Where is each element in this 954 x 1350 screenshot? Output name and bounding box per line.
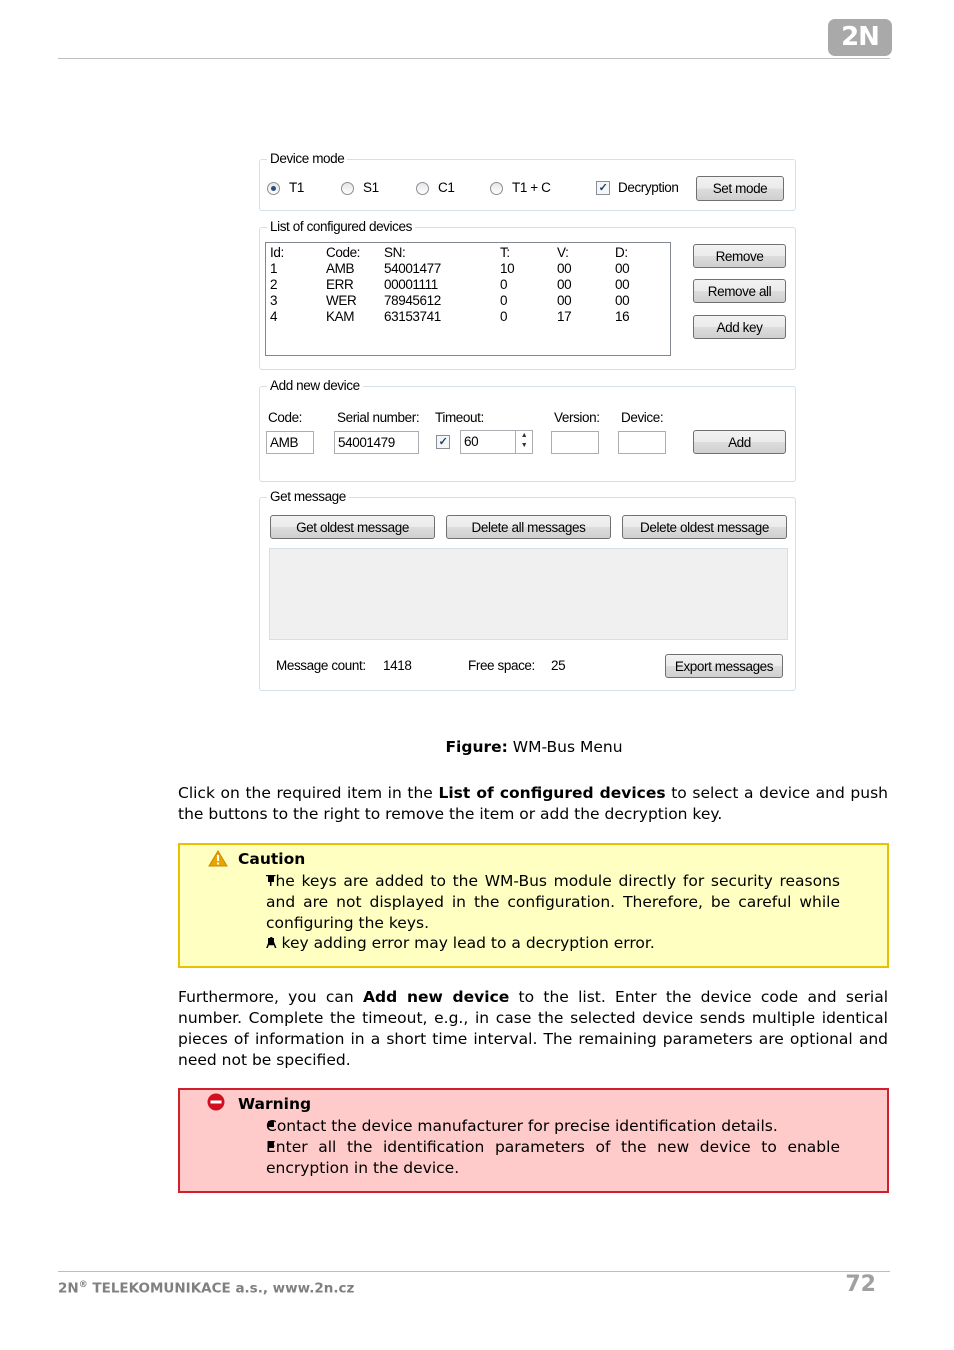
decryption-label: Decryption bbox=[618, 180, 679, 195]
col-code-header: Code: bbox=[326, 245, 361, 260]
row3-id[interactable]: 3 bbox=[270, 293, 278, 308]
figure-caption bbox=[0, 738, 954, 756]
para1-bold: List of configured devices bbox=[438, 784, 666, 802]
radio-c1[interactable] bbox=[416, 182, 429, 195]
col-id-header: Id: bbox=[270, 245, 284, 260]
row1-sn[interactable]: 54001477 bbox=[384, 261, 441, 276]
col-d-header: D: bbox=[615, 245, 628, 260]
configured-devices-list[interactable] bbox=[265, 242, 671, 356]
row1-t[interactable]: 10 bbox=[500, 261, 515, 276]
row4-code[interactable]: KAM bbox=[326, 309, 355, 324]
row4-v[interactable]: 17 bbox=[557, 309, 572, 324]
warning-item-1: Contact the device manufacturer for precise identification details. bbox=[266, 1117, 778, 1135]
radio-t1-c-label: T1 + C bbox=[512, 180, 551, 195]
footer-text: TELEKOMUNIKACE a.s., www.2n.cz bbox=[87, 1280, 355, 1297]
warning-stop-icon bbox=[207, 1093, 225, 1111]
caution-box bbox=[178, 843, 889, 968]
caution-item-1: The keys are added to the WM-Bus module directly for security reasons and are not displayed in the configuration. Therefore, be careful while configuring the keys. bbox=[266, 872, 840, 932]
radio-s1[interactable] bbox=[341, 182, 354, 195]
radio-t1-c[interactable] bbox=[490, 182, 503, 195]
footer-divider bbox=[58, 1271, 890, 1272]
row4-id[interactable]: 4 bbox=[270, 309, 278, 324]
caption-text: WM-Bus Menu bbox=[507, 738, 623, 756]
message-count-value: 1418 bbox=[383, 658, 412, 673]
col-t-header: T: bbox=[500, 245, 510, 260]
timeout-spinner[interactable] bbox=[460, 430, 533, 454]
para1-text-start: Click on the required item in the bbox=[178, 784, 439, 802]
timeout-value: 60 bbox=[464, 434, 479, 449]
caption-prefix: Figure: bbox=[445, 738, 508, 756]
radio-c1-label: C1 bbox=[438, 180, 455, 195]
row2-code[interactable]: ERR bbox=[326, 277, 354, 292]
warning-box bbox=[178, 1088, 889, 1193]
row1-code[interactable]: AMB bbox=[326, 261, 355, 276]
device-label: Device: bbox=[621, 410, 664, 425]
para2-text-start: Furthermore, you can bbox=[178, 988, 364, 1006]
radio-t1-label: T1 bbox=[289, 180, 304, 195]
warning-item-2: Enter all the identification parameters of the new device to enable encryption in the device. bbox=[266, 1138, 840, 1177]
page-number: 72 bbox=[845, 1272, 876, 1297]
code-input[interactable]: AMB bbox=[266, 431, 314, 454]
serial-number-label: Serial number: bbox=[337, 410, 420, 425]
row3-code[interactable]: WER bbox=[326, 293, 357, 308]
message-display-area[interactable] bbox=[269, 548, 788, 640]
version-label: Version: bbox=[554, 410, 600, 425]
row2-t[interactable]: 0 bbox=[500, 277, 508, 292]
free-space-label: Free space: bbox=[468, 658, 535, 673]
timeout-checkbox[interactable]: ✓ bbox=[436, 435, 450, 449]
add-new-device-title: Add new device bbox=[267, 378, 363, 394]
row2-v[interactable]: 00 bbox=[557, 277, 572, 292]
footer-brand: 2N bbox=[58, 1280, 79, 1297]
radio-s1-label: S1 bbox=[363, 180, 379, 195]
device-input[interactable] bbox=[618, 431, 666, 454]
header-divider bbox=[58, 58, 890, 59]
decryption-checkbox[interactable]: ✓ bbox=[596, 181, 610, 195]
row4-d[interactable]: 16 bbox=[615, 309, 630, 324]
get-oldest-message-button[interactable]: Get oldest message bbox=[270, 515, 435, 539]
caution-triangle-icon bbox=[208, 850, 228, 867]
row1-d[interactable]: 00 bbox=[615, 261, 630, 276]
row3-t[interactable]: 0 bbox=[500, 293, 508, 308]
warning-title: Warning bbox=[238, 1095, 312, 1113]
para2-bold: Add new device bbox=[363, 988, 510, 1006]
row2-id[interactable]: 2 bbox=[270, 277, 278, 292]
row1-id[interactable]: 1 bbox=[270, 261, 278, 276]
add-key-button[interactable]: Add key bbox=[693, 315, 786, 339]
para1-text-end: to select a device and push the buttons to the right to remove the item or add the decryption key. bbox=[178, 784, 888, 823]
message-count-label: Message count: bbox=[276, 658, 366, 673]
row4-t[interactable]: 0 bbox=[500, 309, 508, 324]
row3-v[interactable]: 00 bbox=[557, 293, 572, 308]
caution-title: Caution bbox=[238, 850, 306, 868]
row2-d[interactable]: 00 bbox=[615, 277, 630, 292]
spin-up-icon[interactable]: ▲ bbox=[520, 432, 528, 439]
col-v-header: V: bbox=[557, 245, 569, 260]
radio-t1[interactable] bbox=[267, 182, 280, 195]
export-messages-button[interactable]: Export messages bbox=[665, 654, 783, 678]
delete-oldest-message-button[interactable]: Delete oldest message bbox=[622, 515, 787, 539]
footer-company bbox=[58, 1280, 354, 1297]
timeout-spin-buttons[interactable] bbox=[515, 431, 532, 453]
remove-button[interactable]: Remove bbox=[693, 244, 786, 268]
paragraph-configured-devices bbox=[178, 783, 888, 825]
2n-logo: 2N bbox=[828, 19, 892, 56]
row4-sn[interactable]: 63153741 bbox=[384, 309, 441, 324]
spin-down-icon[interactable]: ▼ bbox=[520, 442, 528, 449]
delete-all-messages-button[interactable]: Delete all messages bbox=[446, 515, 611, 539]
set-mode-button[interactable]: Set mode bbox=[696, 176, 784, 201]
configured-devices-title: List of configured devices bbox=[267, 219, 415, 235]
footer-registered-mark: ® bbox=[78, 1280, 88, 1290]
get-message-title: Get message bbox=[267, 489, 349, 505]
caution-item-2: A key adding error may lead to a decryption error. bbox=[266, 934, 655, 952]
serial-number-input[interactable]: 54001479 bbox=[334, 431, 419, 454]
row2-sn[interactable]: 00001111 bbox=[384, 277, 438, 292]
col-sn-header: SN: bbox=[384, 245, 406, 260]
para2-text-end: to the list. Enter the device code and serial number. Complete the timeout, e.g., in case the selected device sends multiple identical pieces of information in a short time interval. The remaining parameters are optional and need not be specified. bbox=[178, 988, 888, 1069]
remove-all-button[interactable]: Remove all bbox=[693, 279, 786, 303]
row1-v[interactable]: 00 bbox=[557, 261, 572, 276]
paragraph-add-new-device bbox=[178, 987, 888, 1071]
free-space-value: 25 bbox=[551, 658, 566, 673]
code-label: Code: bbox=[268, 410, 303, 425]
row3-sn[interactable]: 78945612 bbox=[384, 293, 441, 308]
device-mode-title: Device mode bbox=[267, 151, 347, 167]
row3-d[interactable]: 00 bbox=[615, 293, 630, 308]
add-button[interactable]: Add bbox=[693, 430, 786, 454]
version-input[interactable] bbox=[551, 431, 599, 454]
timeout-label: Timeout: bbox=[435, 410, 484, 425]
